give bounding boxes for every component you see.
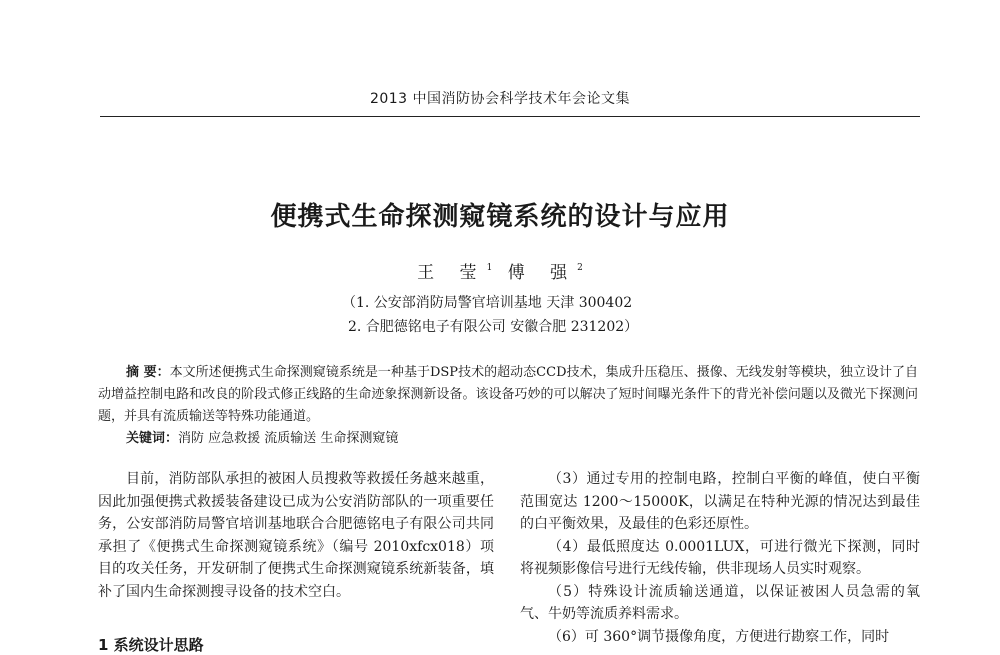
paper-title: 便携式生命探测窥镜系统的设计与应用 — [270, 202, 730, 232]
section-heading: 1 系统设计思路 — [98, 636, 204, 654]
header-rule — [100, 116, 920, 117]
affiliation: 2. 合肥德铭电子有限公司 安徽合肥 231202） — [348, 319, 639, 335]
list-item: （4）最低照度达 0.0001LUX，可进行微光下探测，同时将视频影像信号进行无线传输，供非现场人员实时观察。 — [520, 538, 920, 577]
abstract — [98, 362, 918, 428]
list-item: （5）特殊设计流质输送通道，以保证被困人员急需的氧气、牛奶等流质养料需求。 — [520, 583, 920, 622]
abstract-label: 摘 要： — [126, 365, 170, 380]
author-name: 傅 强 — [507, 263, 578, 283]
keywords-label: 关键词： — [126, 431, 179, 446]
list-item: （6）可 360°调节摄像角度，方便进行勘察工作，同时 — [548, 628, 890, 645]
author-line — [0, 258, 1000, 283]
keywords-text: 消防 应急救援 流质输送 生命探测窥镜 — [178, 431, 399, 446]
author-affiliation-mark: 1 — [486, 263, 493, 273]
author-affiliation-mark: 2 — [577, 263, 583, 273]
body-paragraph: 目前，消防部队承担的被困人员搜救等救援任务越来越重，因此加强便携式救援装备建设已成为公安消防部队的一项重要任务，公安部消防局警官培训基地联合合肥德铭电子有限公司共同承担了《便携式生命探测窥镜系统》（编号 2010xfcx018）项目的攻关任务，开发研制了便携式生命探测窥镜系统新装备，填补了国内生命探测搜寻设备的技术空白。 — [98, 471, 494, 600]
running-header: 2013 中国消防协会科学技术年会论文集 — [369, 91, 631, 107]
affiliation: （1. 公安部消防局警官培训基地 天津 300402 — [342, 295, 633, 311]
right-column — [520, 468, 920, 648]
left-column — [98, 468, 494, 603]
keywords — [126, 428, 398, 450]
author-name: 王 莹 — [417, 263, 487, 283]
list-item: （3）通过专用的控制电路，控制白平衡的峰值，使白平衡范围宽达 1200～15000K，以满足在特种光源的情况达到最佳的白平衡效果，及最佳的色彩还原性。 — [520, 471, 920, 532]
abstract-text: 本文所述便携式生命探测窥镜系统是一种基于DSP技术的超动态CCD技术，集成升压稳压、摄像、无线发射等模块，独立设计了自动增益控制电路和改良的阶段式修正线路的生命迹象探测新设备。该设备巧妙的可以解决了短时间曝光条件下的背光补偿问题以及微光下探测问题，并具有流质输送等特殊功能通道。 — [98, 365, 918, 424]
